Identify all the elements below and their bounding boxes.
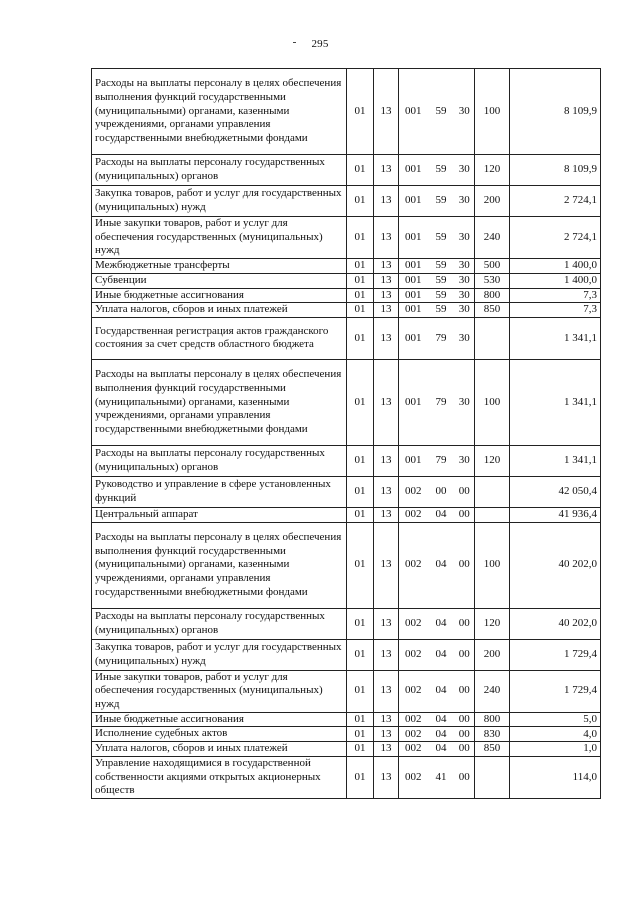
row-subsection: 13 — [374, 727, 399, 742]
row-target-article-2: 59 — [428, 273, 455, 288]
row-target-article-3: 30 — [455, 445, 475, 476]
row-subsection: 13 — [374, 69, 399, 155]
row-amount: 1 729,4 — [510, 639, 601, 670]
row-target-article-1: 002 — [399, 756, 428, 798]
row-name: Расходы на выплаты персоналу в целях обеспечения выполнения функций государственными (муниципальными) органами, казенными учреждениями, органами управления государственными внебюджетными фондами — [92, 522, 347, 608]
row-section: 01 — [347, 742, 374, 757]
row-section: 01 — [347, 317, 374, 359]
row-target-article-2: 41 — [428, 756, 455, 798]
row-subsection: 13 — [374, 608, 399, 639]
row-target-article-3: 00 — [455, 756, 475, 798]
row-target-article-3: 00 — [455, 727, 475, 742]
row-amount: 2 724,1 — [510, 217, 601, 259]
row-subsection: 13 — [374, 742, 399, 757]
row-target-article-2: 00 — [428, 476, 455, 507]
row-target-article-1: 001 — [399, 303, 428, 318]
row-name: Центральный аппарат — [92, 507, 347, 522]
row-expense-type — [475, 507, 510, 522]
row-section: 01 — [347, 522, 374, 608]
table-row — [92, 742, 601, 757]
table-row — [92, 317, 601, 359]
table-row — [92, 639, 601, 670]
row-target-article-1: 001 — [399, 69, 428, 155]
row-subsection: 13 — [374, 756, 399, 798]
row-section: 01 — [347, 259, 374, 274]
row-name: Расходы на выплаты персоналу в целях обеспечения выполнения функций государственными (муниципальными) органами, казенными учреждениями, органами управления государственными внебюджетными фондами — [92, 359, 347, 445]
row-target-article-1: 002 — [399, 507, 428, 522]
row-amount: 7,3 — [510, 288, 601, 303]
row-subsection: 13 — [374, 217, 399, 259]
row-section: 01 — [347, 476, 374, 507]
row-expense-type: 850 — [475, 742, 510, 757]
row-expense-type: 240 — [475, 217, 510, 259]
row-amount: 8 109,9 — [510, 69, 601, 155]
row-target-article-2: 59 — [428, 288, 455, 303]
row-expense-type: 100 — [475, 69, 510, 155]
row-name: Иные закупки товаров, работ и услуг для обеспечения государственных (муниципальных) нужд — [92, 670, 347, 712]
table-row — [92, 273, 601, 288]
row-target-article-2: 04 — [428, 670, 455, 712]
row-expense-type: 240 — [475, 670, 510, 712]
row-subsection: 13 — [374, 445, 399, 476]
row-section: 01 — [347, 445, 374, 476]
row-subsection: 13 — [374, 186, 399, 217]
row-target-article-1: 002 — [399, 608, 428, 639]
row-target-article-1: 001 — [399, 259, 428, 274]
row-target-article-2: 04 — [428, 522, 455, 608]
row-expense-type: 850 — [475, 303, 510, 318]
row-target-article-1: 002 — [399, 476, 428, 507]
row-amount: 8 109,9 — [510, 155, 601, 186]
row-expense-type — [475, 756, 510, 798]
row-section: 01 — [347, 639, 374, 670]
table-row — [92, 259, 601, 274]
budget-table — [91, 68, 601, 799]
row-target-article-3: 30 — [455, 217, 475, 259]
row-target-article-2: 04 — [428, 608, 455, 639]
row-amount: 5,0 — [510, 712, 601, 727]
table-row — [92, 712, 601, 727]
row-expense-type: 200 — [475, 639, 510, 670]
row-target-article-3: 30 — [455, 259, 475, 274]
row-section: 01 — [347, 217, 374, 259]
row-expense-type — [475, 317, 510, 359]
row-target-article-3: 00 — [455, 742, 475, 757]
table-row — [92, 507, 601, 522]
table-row — [92, 217, 601, 259]
row-target-article-1: 001 — [399, 186, 428, 217]
table-row — [92, 288, 601, 303]
row-target-article-1: 001 — [399, 155, 428, 186]
row-section: 01 — [347, 756, 374, 798]
row-target-article-2: 59 — [428, 303, 455, 318]
row-section: 01 — [347, 186, 374, 217]
row-target-article-3: 30 — [455, 303, 475, 318]
row-target-article-1: 001 — [399, 317, 428, 359]
row-section: 01 — [347, 507, 374, 522]
row-target-article-3: 00 — [455, 639, 475, 670]
row-subsection: 13 — [374, 155, 399, 186]
row-amount: 1 341,1 — [510, 445, 601, 476]
row-amount: 7,3 — [510, 303, 601, 318]
row-name: Иные бюджетные ассигнования — [92, 712, 347, 727]
row-expense-type: 100 — [475, 522, 510, 608]
row-amount: 40 202,0 — [510, 522, 601, 608]
row-subsection: 13 — [374, 712, 399, 727]
row-name: Иные бюджетные ассигнования — [92, 288, 347, 303]
row-name: Уплата налогов, сборов и иных платежей — [92, 303, 347, 318]
row-target-article-2: 59 — [428, 186, 455, 217]
row-section: 01 — [347, 608, 374, 639]
row-name: Субвенции — [92, 273, 347, 288]
table-row — [92, 670, 601, 712]
table-row — [92, 476, 601, 507]
table-row — [92, 69, 601, 155]
row-amount: 1,0 — [510, 742, 601, 757]
row-name: Иные закупки товаров, работ и услуг для обеспечения государственных (муниципальных) нужд — [92, 217, 347, 259]
row-subsection: 13 — [374, 303, 399, 318]
row-target-article-1: 001 — [399, 445, 428, 476]
row-name: Государственная регистрация актов гражданского состояния за счет средств областного бюджета — [92, 317, 347, 359]
table-row — [92, 445, 601, 476]
row-amount: 1 400,0 — [510, 273, 601, 288]
row-name: Межбюджетные трансферты — [92, 259, 347, 274]
row-subsection: 13 — [374, 317, 399, 359]
row-subsection: 13 — [374, 273, 399, 288]
row-section: 01 — [347, 670, 374, 712]
row-expense-type: 530 — [475, 273, 510, 288]
row-subsection: 13 — [374, 522, 399, 608]
row-amount: 1 341,1 — [510, 317, 601, 359]
row-expense-type: 500 — [475, 259, 510, 274]
row-target-article-2: 79 — [428, 359, 455, 445]
scan-mark — [293, 42, 296, 43]
row-name: Руководство и управление в сфере установленных функций — [92, 476, 347, 507]
row-target-article-2: 04 — [428, 742, 455, 757]
row-target-article-3: 00 — [455, 476, 475, 507]
table-row — [92, 303, 601, 318]
page-number: 295 — [311, 38, 329, 50]
table-row — [92, 756, 601, 798]
row-name: Закупка товаров, работ и услуг для государственных (муниципальных) нужд — [92, 186, 347, 217]
row-target-article-1: 001 — [399, 217, 428, 259]
row-amount: 4,0 — [510, 727, 601, 742]
row-name: Расходы на выплаты персоналу государственных (муниципальных) органов — [92, 608, 347, 639]
row-target-article-3: 00 — [455, 670, 475, 712]
row-section: 01 — [347, 273, 374, 288]
row-expense-type: 120 — [475, 445, 510, 476]
row-target-article-3: 30 — [455, 317, 475, 359]
row-name: Расходы на выплаты персоналу государственных (муниципальных) органов — [92, 445, 347, 476]
row-expense-type: 800 — [475, 288, 510, 303]
row-amount: 2 724,1 — [510, 186, 601, 217]
row-target-article-3: 00 — [455, 608, 475, 639]
row-name: Управление находящимися в государственной собственности акциями открытых акционерных обществ — [92, 756, 347, 798]
row-target-article-3: 30 — [455, 273, 475, 288]
row-target-article-3: 00 — [455, 712, 475, 727]
row-target-article-2: 79 — [428, 317, 455, 359]
row-amount: 114,0 — [510, 756, 601, 798]
row-target-article-2: 79 — [428, 445, 455, 476]
row-target-article-2: 04 — [428, 507, 455, 522]
row-target-article-3: 30 — [455, 359, 475, 445]
row-subsection: 13 — [374, 359, 399, 445]
row-expense-type: 120 — [475, 608, 510, 639]
row-subsection: 13 — [374, 639, 399, 670]
row-subsection: 13 — [374, 670, 399, 712]
row-target-article-3: 00 — [455, 522, 475, 608]
row-expense-type: 830 — [475, 727, 510, 742]
table-row — [92, 727, 601, 742]
row-target-article-3: 30 — [455, 288, 475, 303]
row-section: 01 — [347, 727, 374, 742]
table-row — [92, 608, 601, 639]
budget-table-body — [92, 69, 601, 799]
table-row — [92, 155, 601, 186]
row-target-article-1: 002 — [399, 670, 428, 712]
row-target-article-1: 001 — [399, 288, 428, 303]
row-subsection: 13 — [374, 288, 399, 303]
row-section: 01 — [347, 288, 374, 303]
row-expense-type: 800 — [475, 712, 510, 727]
row-name: Закупка товаров, работ и услуг для государственных (муниципальных) нужд — [92, 639, 347, 670]
row-target-article-1: 002 — [399, 639, 428, 670]
row-amount: 1 400,0 — [510, 259, 601, 274]
row-target-article-2: 59 — [428, 259, 455, 274]
row-amount: 1 341,1 — [510, 359, 601, 445]
row-target-article-1: 002 — [399, 742, 428, 757]
row-name: Расходы на выплаты персоналу государственных (муниципальных) органов — [92, 155, 347, 186]
row-section: 01 — [347, 155, 374, 186]
row-expense-type — [475, 476, 510, 507]
row-amount: 41 936,4 — [510, 507, 601, 522]
row-target-article-1: 002 — [399, 522, 428, 608]
row-amount: 1 729,4 — [510, 670, 601, 712]
row-target-article-2: 59 — [428, 69, 455, 155]
row-target-article-3: 30 — [455, 186, 475, 217]
row-target-article-2: 59 — [428, 217, 455, 259]
row-name: Уплата налогов, сборов и иных платежей — [92, 742, 347, 757]
row-target-article-1: 002 — [399, 727, 428, 742]
row-subsection: 13 — [374, 476, 399, 507]
table-row — [92, 359, 601, 445]
row-target-article-1: 001 — [399, 273, 428, 288]
row-expense-type: 120 — [475, 155, 510, 186]
row-section: 01 — [347, 69, 374, 155]
row-target-article-1: 001 — [399, 359, 428, 445]
row-section: 01 — [347, 359, 374, 445]
table-row — [92, 522, 601, 608]
row-target-article-3: 30 — [455, 155, 475, 186]
row-target-article-3: 00 — [455, 507, 475, 522]
row-target-article-3: 30 — [455, 69, 475, 155]
row-subsection: 13 — [374, 259, 399, 274]
row-name: Исполнение судебных актов — [92, 727, 347, 742]
row-target-article-1: 002 — [399, 712, 428, 727]
row-section: 01 — [347, 303, 374, 318]
row-amount: 42 050,4 — [510, 476, 601, 507]
row-subsection: 13 — [374, 507, 399, 522]
row-section: 01 — [347, 712, 374, 727]
row-target-article-2: 04 — [428, 727, 455, 742]
table-row — [92, 186, 601, 217]
row-target-article-2: 04 — [428, 712, 455, 727]
row-expense-type: 100 — [475, 359, 510, 445]
row-target-article-2: 59 — [428, 155, 455, 186]
row-amount: 40 202,0 — [510, 608, 601, 639]
row-name: Расходы на выплаты персоналу в целях обеспечения выполнения функций государственными (муниципальными) органами, казенными учреждениями, органами управления государственными внебюджетными фондами — [92, 69, 347, 155]
row-expense-type: 200 — [475, 186, 510, 217]
row-target-article-2: 04 — [428, 639, 455, 670]
